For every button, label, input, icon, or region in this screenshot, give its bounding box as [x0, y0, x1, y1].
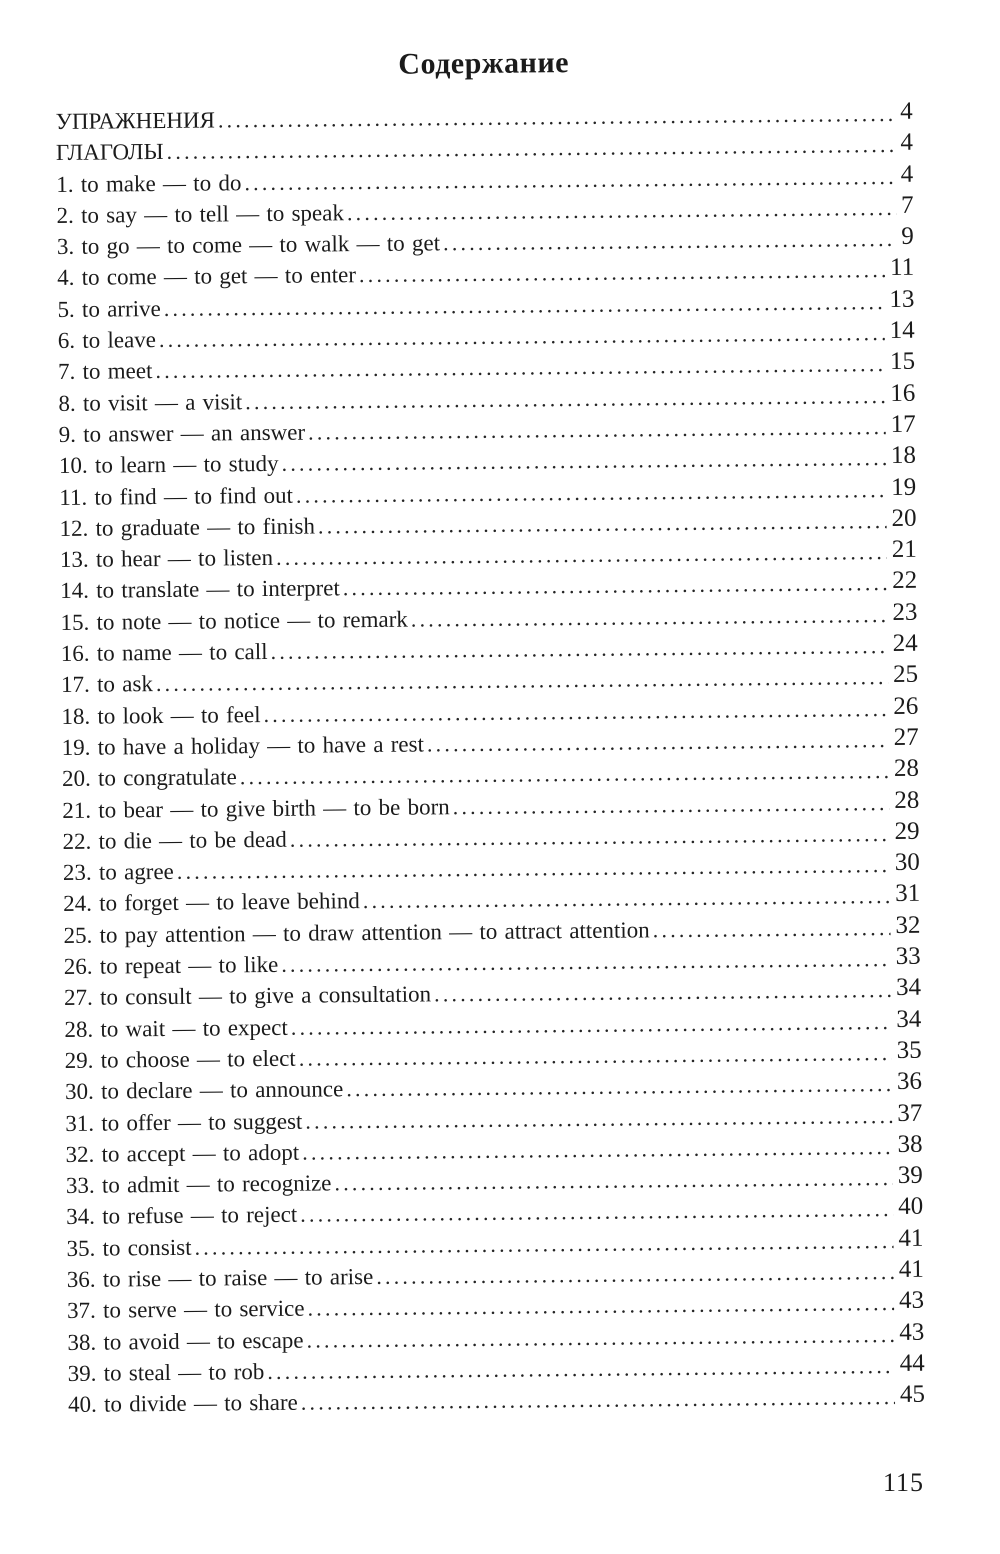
- dot-leader: [290, 821, 890, 853]
- dot-leader: [307, 1290, 894, 1322]
- toc-entry-page: 29: [894, 817, 920, 845]
- toc-entry-page: 4: [900, 129, 914, 157]
- toc-entry-label: 17. to ask: [60, 671, 154, 698]
- dot-leader: [218, 101, 896, 134]
- toc-entry-label: ГЛАГОЛЫ: [55, 139, 164, 166]
- toc-entry-page: 39: [897, 1161, 923, 1190]
- toc-entry-label: 15. to note — to notice — to remark: [60, 606, 408, 635]
- toc-entry-label: 38. to avoid — to escape: [67, 1327, 304, 1355]
- toc-entry-page: 41: [898, 1255, 924, 1283]
- toc-entry-page: 38: [897, 1130, 923, 1158]
- dot-leader: [411, 602, 888, 633]
- toc-entry-label: 8. to visit — a visit: [58, 388, 243, 416]
- toc-entry-label: 23. to agree: [62, 859, 174, 886]
- dot-leader: [653, 915, 891, 943]
- toc-entry-page: 35: [896, 1036, 922, 1064]
- toc-entry-page: 27: [893, 723, 919, 751]
- toc-entry-page: 37: [897, 1099, 923, 1127]
- dot-leader: [306, 1322, 894, 1354]
- toc-entry-page: 31: [895, 880, 921, 908]
- toc-entry-page: 30: [894, 848, 920, 877]
- dot-leader: [291, 1009, 892, 1041]
- toc-entry-label: 28. to wait — to expect: [64, 1014, 288, 1042]
- toc-entry-label: 6. to leave: [57, 327, 157, 354]
- toc-entry-page: 34: [896, 1005, 922, 1033]
- toc-entry-page: 20: [891, 504, 917, 532]
- toc-entry-label: 40. to divide — to share: [67, 1389, 298, 1418]
- dot-leader: [281, 946, 891, 978]
- toc-entry-label: 9. to answer — an answer: [58, 419, 306, 447]
- dot-leader: [346, 1071, 892, 1102]
- toc-entry-page: 45: [899, 1380, 926, 1409]
- toc-entry-page: 33: [895, 942, 921, 970]
- toc-entry-label: 16. to name — to call: [60, 639, 268, 667]
- toc-entry-label: 34. to refuse — to reject: [66, 1202, 298, 1230]
- toc-entry-label: 1. to make — to do: [56, 169, 242, 197]
- toc-entry-label: УПРАЖНЕНИЯ: [55, 107, 215, 134]
- dot-leader: [270, 633, 887, 665]
- toc-entry-label: 11. to find — to find out: [59, 482, 294, 510]
- page-number: 115: [882, 1468, 924, 1497]
- dot-leader: [267, 1353, 895, 1385]
- toc-entry-page: 26: [893, 692, 919, 720]
- toc-entry-label: 32. to accept — to adopt: [65, 1139, 300, 1167]
- toc-content: [55, 42, 925, 1423]
- toc-entry-label: 37. to serve — to service: [66, 1295, 305, 1324]
- toc-entry-label: 4. to come — to get — to enter: [57, 262, 357, 291]
- toc-entry-label: 30. to declare — to announce: [64, 1076, 344, 1105]
- toc-entry-page: 16: [890, 379, 916, 407]
- dot-leader: [308, 414, 886, 446]
- toc-entry-page: 36: [896, 1067, 923, 1096]
- toc-entry-label: 10. to learn — to study: [58, 451, 279, 479]
- toc-entry-label: 27. to consult — to give a consultation: [63, 981, 432, 1011]
- toc-entry-page: 28: [893, 754, 920, 783]
- dot-leader: [164, 289, 885, 322]
- toc-entry-page: 43: [899, 1318, 925, 1346]
- dot-leader: [302, 1134, 893, 1166]
- toc-entry-page: 4: [900, 160, 914, 188]
- dot-leader: [240, 758, 889, 790]
- toc-entry-page: 28: [894, 786, 920, 814]
- toc-entry-page: 4: [899, 97, 913, 125]
- toc-entry-page: 34: [895, 974, 922, 1002]
- toc-entry-label: 7. to meet: [57, 358, 153, 385]
- toc-entry-label: 14. to translate — to interpret: [60, 575, 340, 604]
- toc-entry-label: 21. to bear — to give birth — to be born: [62, 793, 450, 823]
- dot-leader: [301, 1384, 895, 1416]
- toc-entry-label: 35. to consist: [66, 1234, 192, 1261]
- toc-entry-page: 7: [900, 191, 914, 219]
- toc-entry-label: 19. to have a holiday — to have a rest: [61, 731, 425, 760]
- toc-entry-page: 44: [899, 1349, 925, 1377]
- page-title: Содержание: [398, 46, 570, 81]
- toc-entry-label: 25. to pay attention — to draw attention — to attract attention: [63, 917, 650, 948]
- dot-leader: [359, 258, 885, 289]
- toc-entry-label: 31. to offer — to suggest: [65, 1108, 303, 1136]
- dot-leader: [300, 1196, 893, 1228]
- toc-entry-page: 13: [889, 285, 915, 313]
- toc-entry-page: 25: [892, 661, 919, 689]
- toc-entry-page: 9: [901, 222, 914, 251]
- dot-leader: [427, 727, 889, 757]
- toc-entry-label: 39. to steal — to rob: [67, 1358, 265, 1386]
- dot-leader: [177, 852, 890, 885]
- dot-leader: [166, 132, 895, 165]
- dot-leader: [263, 696, 888, 728]
- toc-entry-page: 17: [890, 410, 916, 438]
- toc-entry-page: 15: [889, 348, 916, 376]
- toc-entry-page: 22: [892, 567, 918, 595]
- toc-entry-label: 13. to hear — to listen: [59, 545, 274, 573]
- dot-leader: [443, 226, 897, 256]
- dot-leader: [299, 1040, 892, 1072]
- toc-entry-page: 18: [890, 442, 917, 470]
- toc-entry-label: 33. to admit — to recognize: [65, 1170, 332, 1199]
- toc-entry-label: 3. to go — to come — to walk — to get: [56, 230, 441, 260]
- dot-leader: [156, 664, 888, 697]
- toc-entry-label: 12. to graduate — to finish: [59, 513, 316, 541]
- toc-entry-page: 11: [889, 254, 915, 282]
- toc-entry-label: 5. to arrive: [57, 295, 161, 322]
- toc-entry-page: 32: [895, 911, 921, 939]
- dot-leader: [296, 477, 887, 509]
- toc-entry-page: 40: [898, 1193, 924, 1221]
- toc-entry-page: 14: [889, 316, 915, 345]
- dot-leader: [159, 320, 885, 353]
- toc-entry-label: 18. to look — to feel: [61, 701, 261, 729]
- dot-leader: [155, 351, 885, 384]
- toc-entry-page: 23: [892, 598, 918, 626]
- dot-leader: [347, 195, 896, 226]
- dot-leader: [376, 1259, 894, 1290]
- toc-entry-page: 24: [892, 629, 918, 658]
- dot-leader: [194, 1228, 893, 1261]
- dot-leader: [318, 508, 887, 539]
- dot-leader: [453, 790, 890, 820]
- toc-entry-page: 19: [891, 473, 917, 501]
- toc-entry-label: 22. to die — to be dead: [62, 826, 287, 854]
- toc-entry-page: 41: [898, 1224, 924, 1252]
- dot-leader: [245, 383, 885, 415]
- dot-leader: [334, 1165, 893, 1196]
- dot-leader: [434, 977, 891, 1007]
- dot-leader: [276, 539, 887, 571]
- dot-leader: [343, 570, 888, 601]
- toc-list: [55, 97, 926, 1423]
- toc-entry-label: 26. to repeat — to like: [63, 951, 279, 979]
- toc-entry-label: 24. to forget — to leave behind: [63, 888, 360, 917]
- dot-leader: [244, 164, 896, 196]
- toc-entry-page: 43: [898, 1286, 925, 1315]
- dot-leader: [281, 445, 886, 477]
- toc-entry-label: 29. to choose — to elect: [64, 1045, 296, 1073]
- dot-leader: [305, 1103, 892, 1135]
- toc-entry-label: 36. to rise — to raise — to arise: [66, 1263, 374, 1292]
- toc-entry-label: 20. to congratulate: [61, 764, 237, 792]
- toc-entry-label: 2. to say — to tell — to speak: [56, 200, 345, 228]
- toc-entry-page: 21: [891, 535, 917, 564]
- dot-leader: [363, 883, 891, 914]
